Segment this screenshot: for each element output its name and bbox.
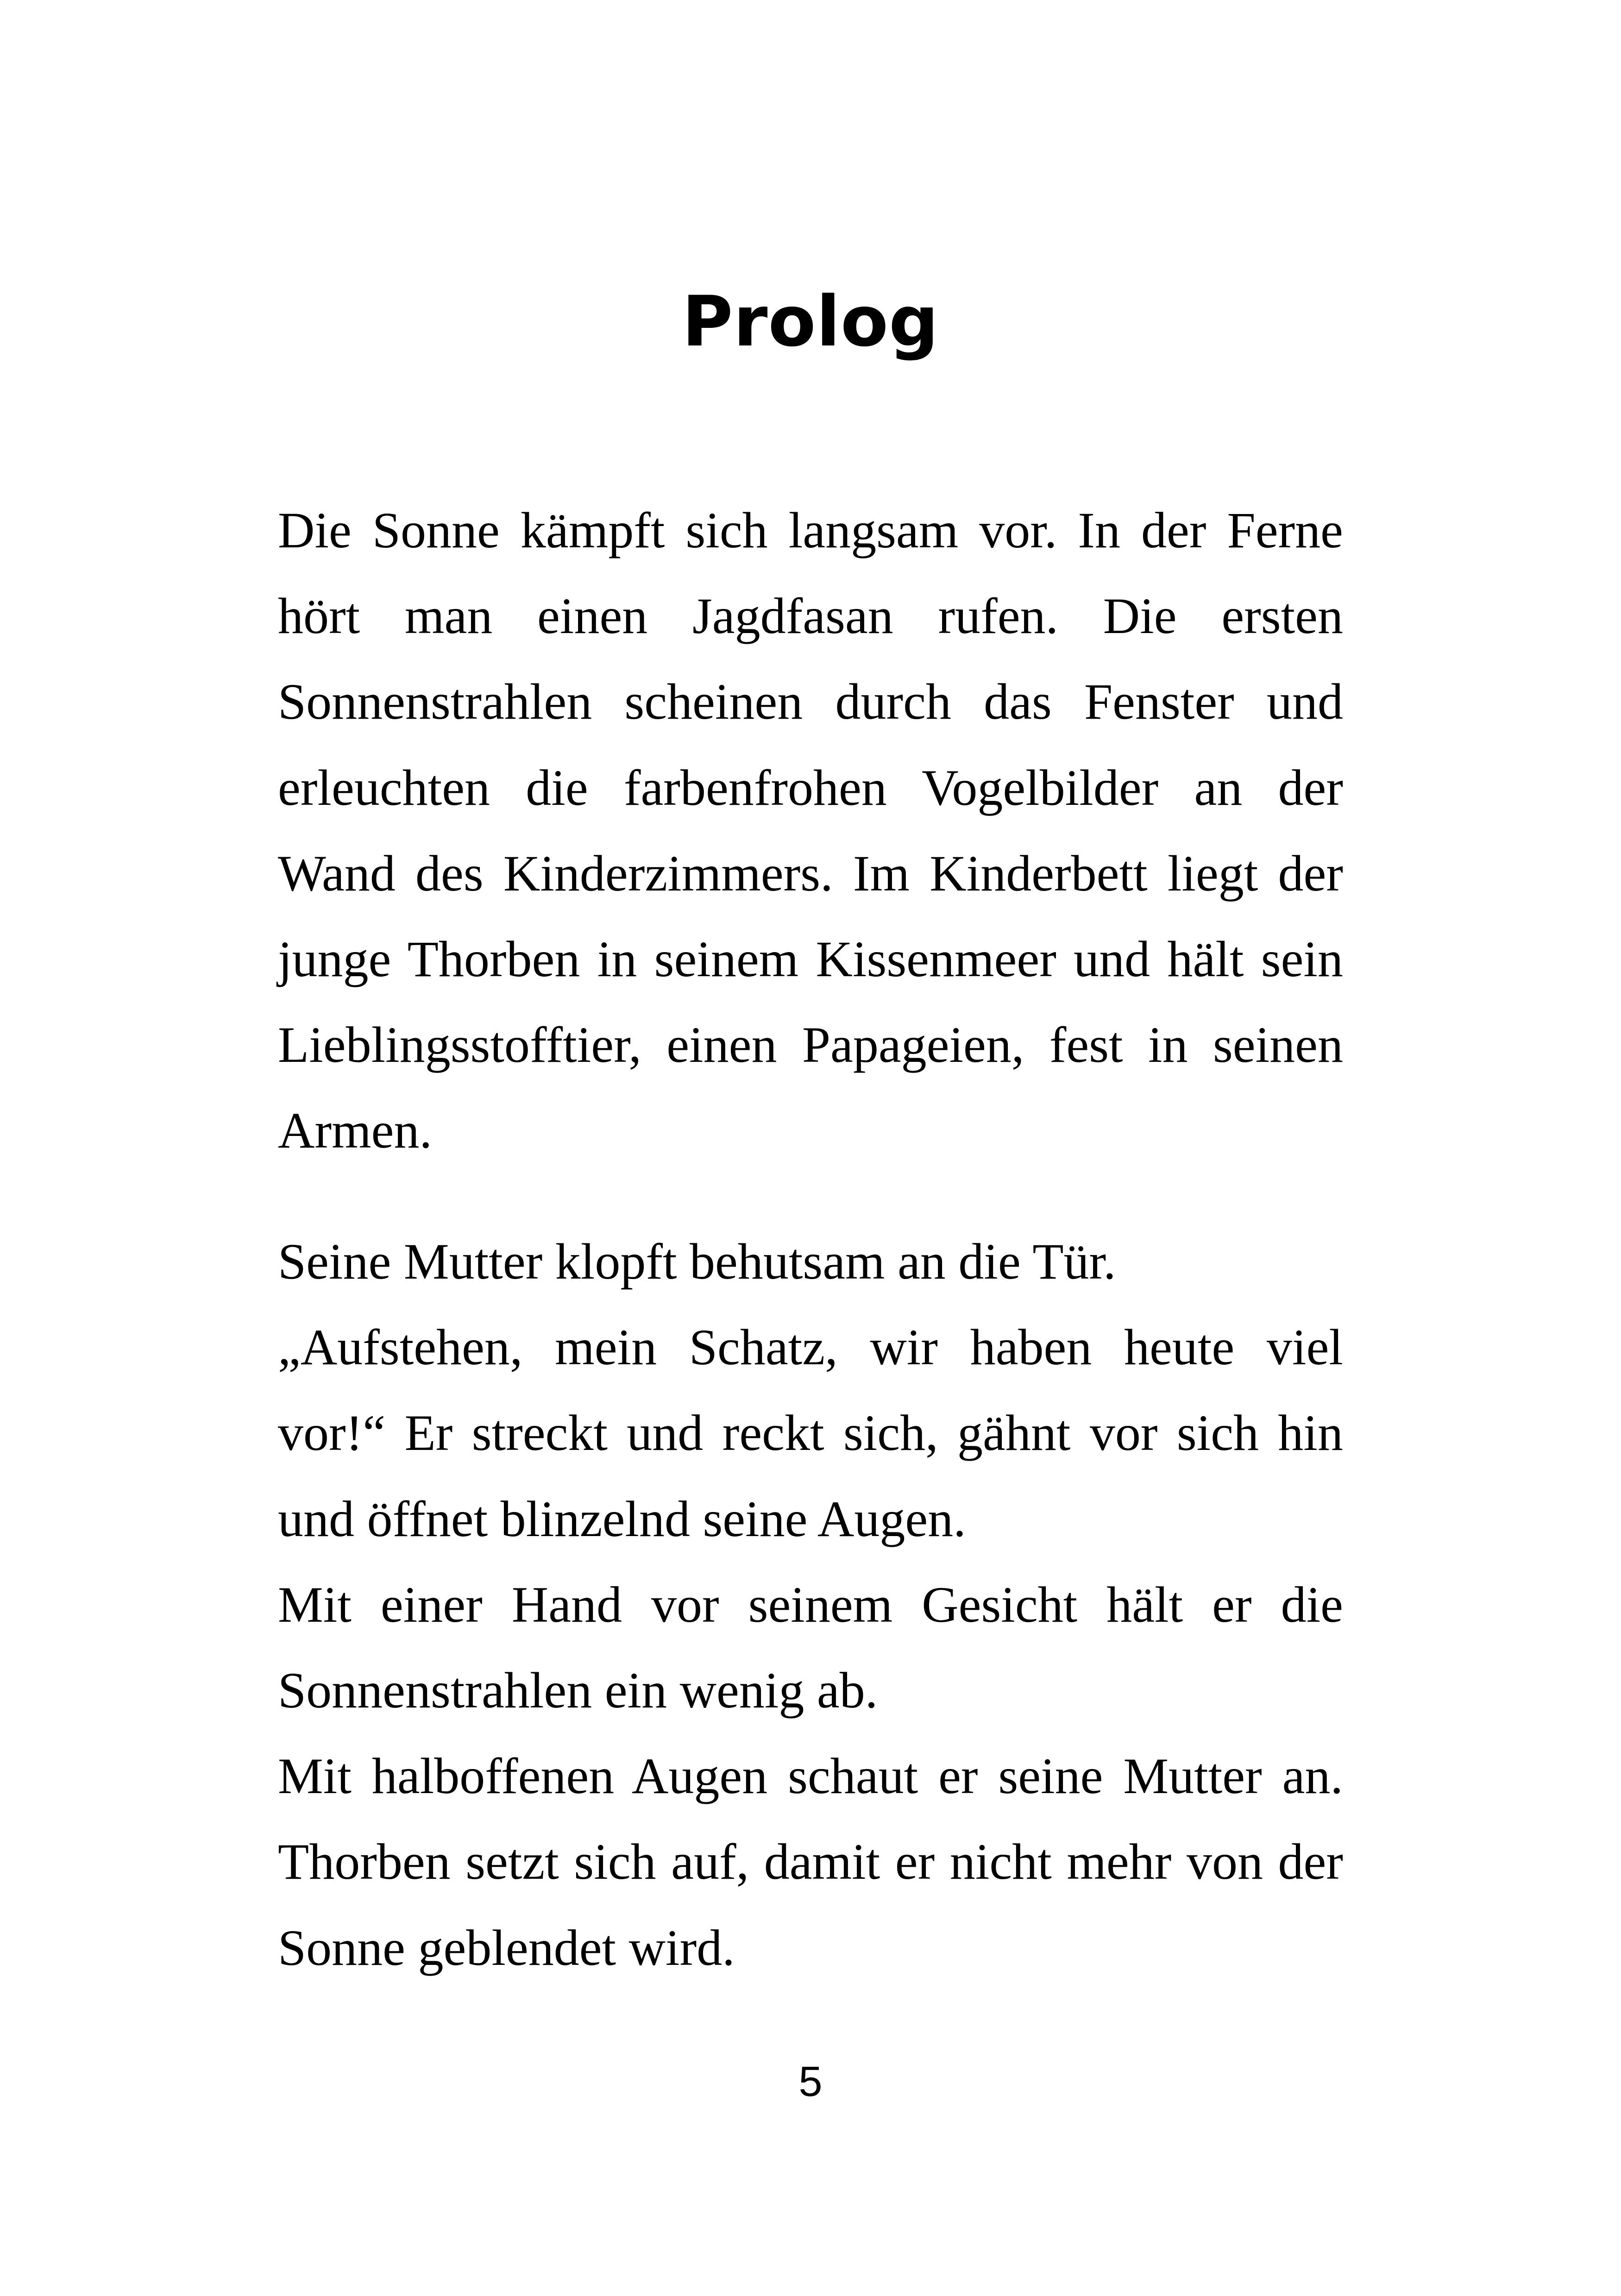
- text-line: hört man einen Jagdfasan rufen. Die ersten: [278, 588, 1343, 645]
- text-line: Mit halboffenen Augen schaut er seine Mutter an.: [278, 1748, 1343, 1805]
- text-line: Lieblingsstofftier, einen Papageien, fest in seinen: [278, 1016, 1343, 1073]
- text-line: Die Sonne kämpft sich langsam vor. In der Ferne: [278, 502, 1343, 558]
- text-line: vor!“ Er streckt und reckt sich, gähnt vor sich hin: [278, 1405, 1343, 1462]
- page-number: 5: [798, 2058, 823, 2105]
- text-line: Thorben setzt sich auf, damit er nicht mehr von der: [278, 1833, 1343, 1890]
- text-line: Armen.: [278, 1102, 432, 1159]
- text-line: Sonnenstrahlen scheinen durch das Fenster und: [278, 673, 1343, 730]
- text-line: Sonnenstrahlen ein wenig ab.: [278, 1662, 878, 1719]
- text-line: „Aufstehen, mein Schatz, wir haben heute viel: [278, 1319, 1343, 1376]
- text-line: Seine Mutter klopft behutsam an die Tür.: [278, 1233, 1116, 1290]
- text-line: erleuchten die farbenfrohen Vogelbilder an der: [278, 759, 1343, 816]
- text-line: junge Thorben in seinem Kissenmeer und hält sein: [278, 931, 1343, 988]
- chapter-title: Prolog: [682, 282, 939, 362]
- paragraph-1: [278, 488, 1343, 1174]
- paragraph-2: [278, 1219, 1343, 1991]
- text-line: Wand des Kinderzimmers. Im Kinderbett liegt der: [278, 845, 1343, 902]
- text-line: und öffnet blinzelnd seine Augen.: [278, 1490, 966, 1547]
- text-line: Sonne geblendet wird.: [278, 1919, 735, 1976]
- text-line: Mit einer Hand vor seinem Gesicht hält er die: [278, 1576, 1343, 1633]
